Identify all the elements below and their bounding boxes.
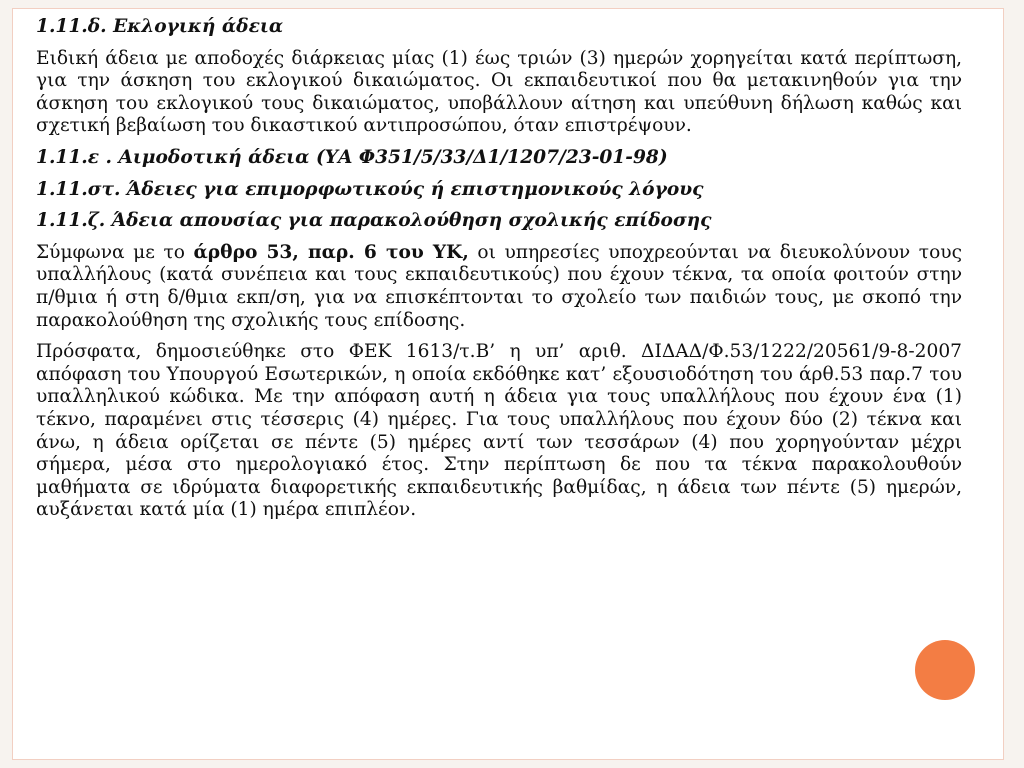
heading-training-leave: 1.11.στ. Άδειες για επιμορφωτικούς ή επιστημονικούς λόγους — [36, 178, 704, 200]
paragraph-text: Σύμφωνα με το — [36, 241, 194, 263]
paragraph-text: οι υπηρεσίες υποχρεούνται να διευκολύνουν τους υπαλλήλους (κατά συνέπεια και τους εκπαιδευτικούς) που έχουν τέκνα, τα οποία φοιτούν στην π/θμια ή στη δ/θμια εκπ/ση, για να επισκέπτονται το σχολείο των παιδιών τους, με σκοπό την παρακολούθηση της σχολικής τους επίδοσης. — [36, 241, 962, 331]
heading-blood-donation-leave: 1.11.ε . Αιμοδοτική άδεια (ΥΑ Φ351/5/33/Δ1/1207/23-01-98) — [36, 146, 668, 168]
paragraph-electoral-leave: Ειδική άδεια με αποδοχές διάρκειας μίας (1) έως τριών (3) ημερών χορηγείται κατά περίπτωση, για την άσκηση του εκλογικού δικαιώματος. Οι εκπαιδευτικοί που θα μετακινηθούν για την άσκηση του εκλογικού τους δικαιώματος, υποβάλλουν αίτηση και υπεύθυνη δήλωση καθώς και σχετική βεβαίωση του δικαστικού αντιπροσώπου, όταν επιστρέψουν. — [36, 47, 962, 137]
paragraph-school-performance — [36, 242, 962, 332]
heading-electoral-leave: 1.11.δ. Εκλογική άδεια — [36, 16, 284, 37]
accent-circle-decoration — [915, 640, 975, 700]
article-reference: άρθρο 53, παρ. 6 του ΥΚ, — [193, 241, 469, 263]
slide-content — [36, 16, 962, 531]
paragraph-recent-decision: Πρόσφατα, δημοσιεύθηκε στο ΦΕΚ 1613/τ.Β’ η υπ’ αριθ. ΔΙΔΑΔ/Φ.53/1222/20561/9-8-2007 απόφαση του Υπουργού Εσωτερικών, η οποία εκδόθηκε κατ’ εξουσιοδότηση του άρθ.53 παρ.7 του υπαλληλικού κώδικα. Με την απόφαση αυτή η άδεια για τους υπαλλήλους που έχουν ένα (1) τέκνο, παραμένει στις τέσσερις (4) ημέρες. Για τους υπαλλήλους που έχουν δύο (2) τέκνα και άνω, η άδεια ορίζεται σε πέντε (5) ημέρες αντί των τεσσάρων (4) που χορηγούνταν μέχρι σήμερα, μέσα στο ημερολογιακό έτος. Στην περίπτωση δε που τα τέκνα παρακολουθούν μαθήματα σε ιδρύματα διαφορετικής εκπαιδευτικής βαθμίδας, η άδεια των πέντε (5) ημερών, αυξάνεται κατά μία (1) ημέρα επιπλέον. — [36, 341, 962, 521]
heading-school-performance-leave: 1.11.ζ. Άδεια απουσίας για παρακολούθηση σχολικής επίδοσης — [36, 210, 712, 232]
